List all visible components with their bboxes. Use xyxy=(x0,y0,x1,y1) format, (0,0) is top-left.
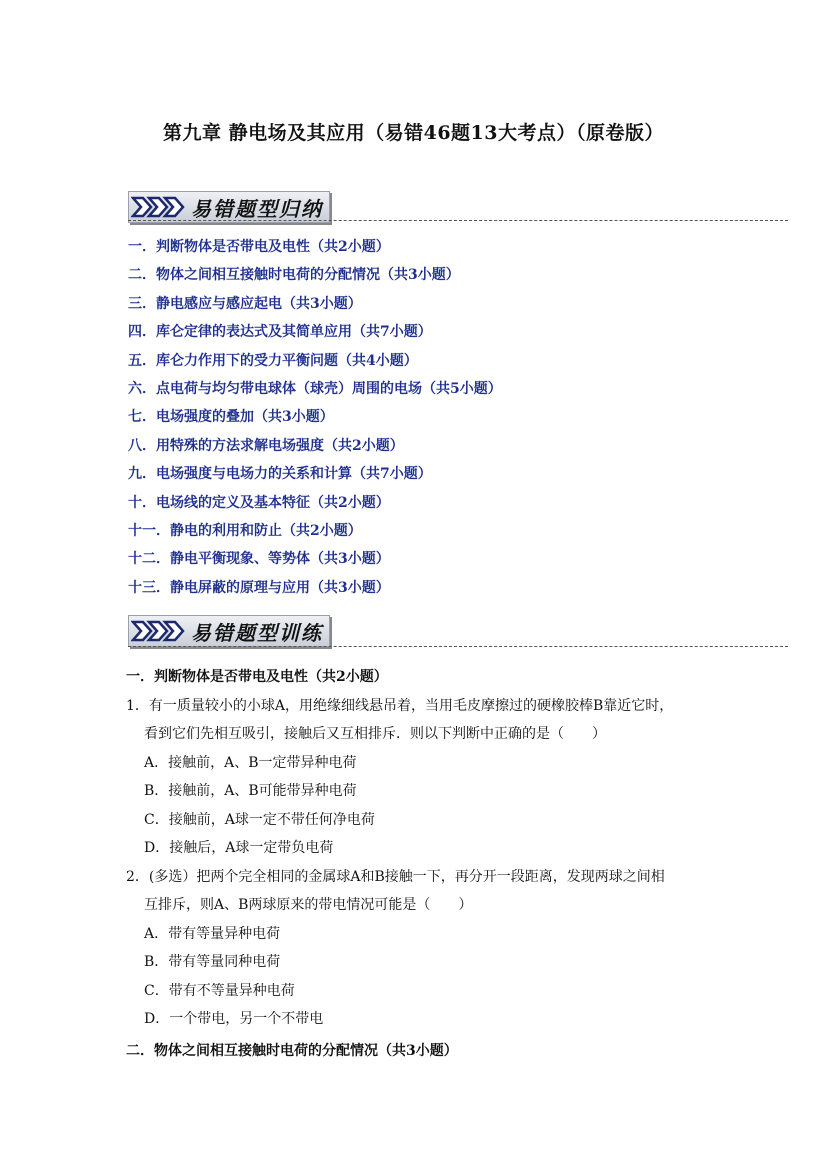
question-1-option-a: A．接触前，A、B一定带异种电荷 xyxy=(144,754,357,771)
question-1-text: 1．有一质量较小的小球A，用绝缘细线悬吊着，当用毛皮摩擦过的硬橡胶棒B靠近它时， xyxy=(126,697,674,714)
toc-item[interactable]: 十三．静电屏蔽的原理与应用（共3小题） xyxy=(128,579,390,596)
banner-label: 易错题型训练 xyxy=(191,620,323,645)
question-1-option-c: C．接触前，A球一定不带任何净电荷 xyxy=(144,811,375,828)
page-title: 第九章 静电场及其应用（易错46题13大考点）（原卷版） xyxy=(163,122,664,144)
toc-item[interactable]: 七．电场强度的叠加（共3小题） xyxy=(128,409,334,426)
toc-item[interactable]: 十一．静电的利用和防止（共2小题） xyxy=(128,522,362,539)
toc-item[interactable]: 二．物体之间相互接触时电荷的分配情况（共3小题） xyxy=(128,267,460,284)
section-banner-training xyxy=(128,616,330,646)
section-heading: 一．判断物体是否带电及电性（共2小题） xyxy=(126,669,388,685)
topic-list xyxy=(128,236,502,605)
toc-item[interactable]: 三．静电感应与感应起电（共3小题） xyxy=(128,295,362,312)
toc-item[interactable]: 十二．静电平衡现象、等势体（共3小题） xyxy=(128,551,390,568)
toc-item[interactable]: 五．库仑力作用下的受力平衡问题（共4小题） xyxy=(128,352,418,369)
toc-item[interactable]: 九．电场强度与电场力的关系和计算（共7小题） xyxy=(128,466,432,483)
section-heading: 二．物体之间相互接触时电荷的分配情况（共3小题） xyxy=(126,1043,458,1059)
banner-label: 易错题型归纳 xyxy=(191,196,323,221)
divider xyxy=(128,646,788,647)
triple-arrow-icon xyxy=(131,196,185,218)
question-2-option-c: C．带有不等量异种电荷 xyxy=(144,982,295,999)
section-banner-summary xyxy=(128,192,330,222)
toc-item[interactable]: 六．点电荷与均匀带电球体（球壳）周围的电场（共5小题） xyxy=(128,380,502,397)
toc-item[interactable]: 十．电场线的定义及基本特征（共2小题） xyxy=(128,494,390,511)
triple-arrow-icon xyxy=(131,620,185,642)
question-1-option-d: D．接触后，A球一定带负电荷 xyxy=(144,840,334,856)
divider xyxy=(128,220,788,221)
toc-item[interactable]: 四．库仑定律的表达式及其简单应用（共7小题） xyxy=(128,324,432,341)
question-2-option-d: D．一个带电，另一个不带电 xyxy=(144,1011,324,1027)
question-2-text: 2．(多选）把两个完全相同的金属球A和B接触一下，再分开一段距离，发现两球之间相 xyxy=(126,868,665,885)
question-1-option-b: B．接触前，A、B可能带异种电荷 xyxy=(144,783,357,799)
question-2-text-cont: 互排斥，则A、B两球原来的带电情况可能是（ ） xyxy=(144,897,473,913)
toc-item[interactable]: 八．用特殊的方法求解电场强度（共2小题） xyxy=(128,437,404,454)
question-2-option-a: A．带有等量异种电荷 xyxy=(144,925,281,942)
toc-item[interactable]: 一．判断物体是否带电及电性（共2小题） xyxy=(128,239,390,255)
exercise-section xyxy=(126,667,746,1038)
question-2-option-b: B．带有等量同种电荷 xyxy=(144,954,281,970)
question-1-text-cont: 看到它们先相互吸引，接触后又互相排斥．则以下判断中正确的是（ ） xyxy=(144,726,606,742)
